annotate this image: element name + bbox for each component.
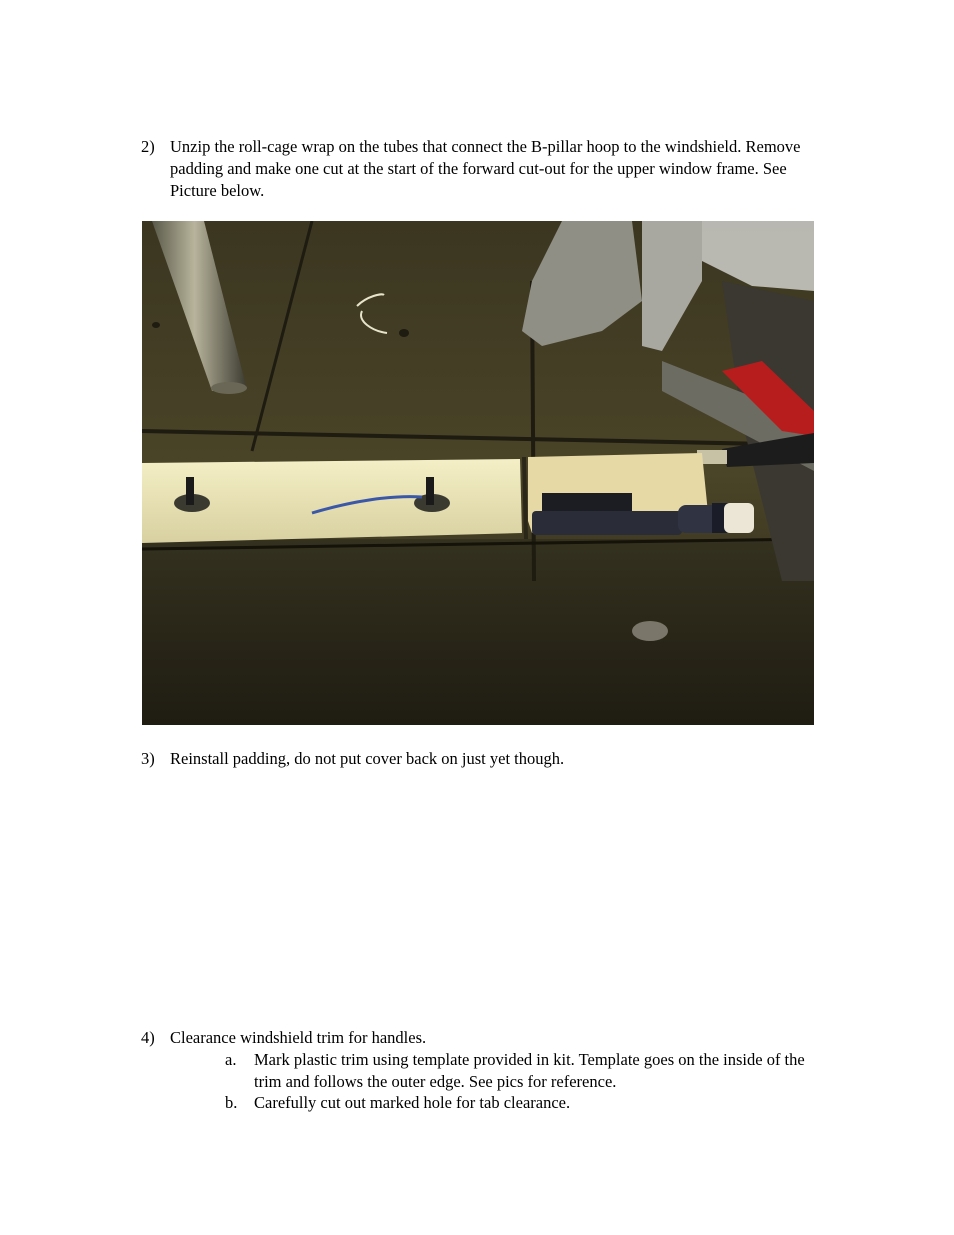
step-text: Clearance windshield trim for handles. [170, 1028, 427, 1047]
substep-letter: b. [225, 1093, 238, 1112]
step-number: 3) [141, 749, 155, 768]
substep-text: Carefully cut out marked hole for tab clearance. [254, 1093, 571, 1112]
padding-cut-photo [142, 221, 814, 725]
step-number: 2) [141, 137, 155, 156]
step-number: 4) [141, 1028, 155, 1047]
step-text: Reinstall padding, do not put cover back on just yet though. [170, 749, 565, 768]
substep-text: Mark plastic trim using template provided in kit. Template goes on the inside of the trim and follows the outer edge. See pics for reference. [254, 1050, 805, 1091]
substep-letter: a. [225, 1050, 237, 1069]
step-text: Unzip the roll-cage wrap on the tubes that connect the B-pillar hoop to the windshield. Remove padding and make one cut at the start of the forward cut-out for the upper window frame. See Picture below. [170, 137, 801, 200]
